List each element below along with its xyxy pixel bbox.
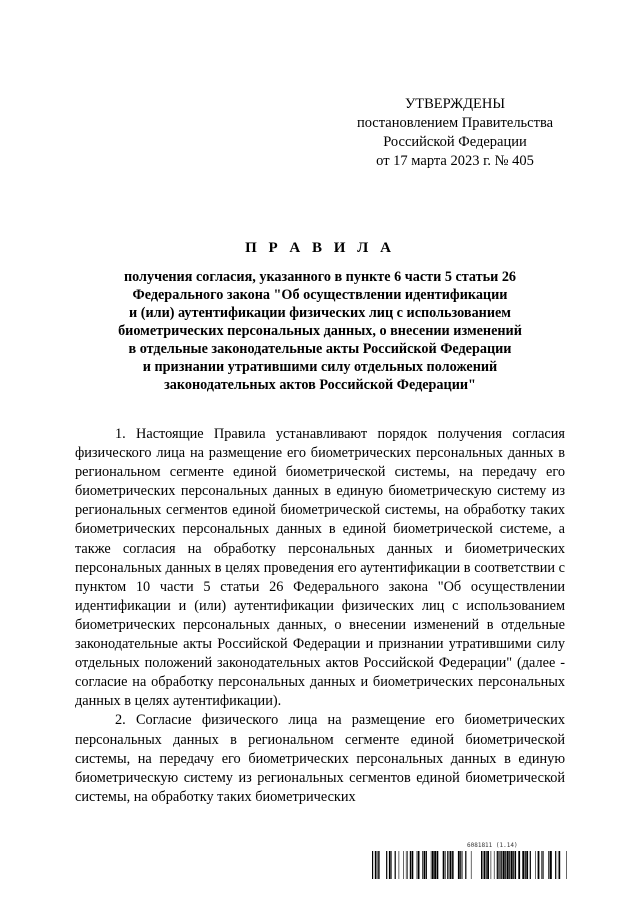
document-subtitle — [85, 268, 555, 394]
barcode-bar — [500, 851, 501, 879]
barcode-bar — [481, 851, 482, 879]
barcode-bar — [377, 851, 378, 879]
barcode-bar — [389, 851, 391, 879]
barcode-bar — [525, 851, 526, 879]
barcode-bar — [445, 851, 446, 879]
barcode-bar — [522, 851, 524, 879]
barcode-code: 6081811 (1.14) — [467, 842, 518, 849]
barcode-bar — [443, 851, 445, 879]
barcode-bar — [391, 851, 392, 879]
approval-date-number: от 17 марта 2023 г. № 405 — [376, 153, 534, 169]
barcode-bar — [555, 851, 556, 879]
barcode-bar — [558, 851, 559, 879]
barcode-bar — [437, 851, 439, 879]
barcode-bar — [406, 851, 407, 879]
barcode-bar — [542, 851, 543, 879]
barcode-bar — [498, 851, 499, 879]
barcode-bar — [484, 851, 485, 879]
paragraph-2: 2. Согласие физического лица на размещение его биометрических персональных данных в региональном сегменте единой биометрической системы, на передачу его биометрических персональных данных в единую биометрическую систему из региональных сегментов единой биометрической системы, на обработку таких биометрических — [75, 712, 565, 805]
barcode-bar — [458, 851, 460, 879]
paragraph-1: 1. Настоящие Правила устанавливают порядок получения согласия физического лица на размещение его биометрических персональных данных в региональном сегменте единой биометрической системы, на передачу его биометрических персональных данных в единую биометрическую систему из региональных сегментов единой биометрической системы, на обработку таких биометрических персональных данных в единой биометрической системе, а также согласия на обработку персональных данных и биометрических персональных данных в целях проведения его аутентификации в соответствии с пунктом 10 части 5 статьи 26 Федерального закона "Об осуществлении идентификации и (или) аутентификации физических лиц с использованием биометрических персональных данных, о внесении изменений в отдельные законодательные акты Российской Федерации и признании утратившими силу отдельных положений законодательных актов Российской Федерации" (далее - согласие на обработку персональных данных и биометрических персональных данных в целях аутентификации). — [75, 426, 565, 710]
barcode-bar — [515, 851, 516, 879]
barcode-bar — [418, 851, 420, 879]
subtitle-line: Федерального закона "Об осуществлении идентификации — [132, 287, 508, 303]
barcode-bar — [372, 851, 373, 879]
barcode-bar — [538, 851, 540, 879]
barcode-bar — [465, 851, 466, 879]
barcode-bar — [424, 851, 425, 879]
approval-decree: постановлением Правительства — [356, 115, 554, 131]
barcode-bar — [449, 851, 450, 879]
barcode-bar — [509, 851, 510, 879]
barcode-bar — [452, 851, 453, 879]
barcode-bar — [403, 851, 404, 879]
document-body — [75, 425, 565, 807]
barcode-bar — [378, 851, 379, 879]
barcode-bar — [550, 851, 552, 879]
barcode-bar — [450, 851, 451, 879]
subtitle-line: и признании утратившими силу отдельных положений — [142, 359, 498, 375]
barcode-bar — [518, 851, 520, 879]
barcode-bar — [486, 851, 487, 879]
barcode-bar — [491, 851, 492, 879]
approval-stamp — [340, 95, 570, 171]
barcode-bar — [507, 851, 509, 879]
barcode-bar — [432, 851, 434, 879]
barcode-bar — [513, 851, 514, 879]
barcode-bar — [543, 851, 544, 879]
barcode-bar — [462, 851, 463, 879]
barcode-bar — [426, 851, 427, 879]
barcode-bar — [511, 851, 513, 879]
barcode-bar — [501, 851, 502, 879]
barcode-bar — [453, 851, 454, 879]
subtitle-line: в отдельные законодательные акты Российской Федерации — [128, 341, 512, 357]
barcode-bar — [447, 851, 448, 879]
barcode-bar — [530, 851, 531, 879]
barcode-bar — [497, 851, 498, 879]
barcode-bar — [535, 851, 536, 879]
barcode-bar — [431, 851, 432, 879]
barcode-bar — [407, 851, 408, 879]
barcode-bar — [566, 851, 567, 879]
barcode-bar — [541, 851, 542, 879]
approval-heading: УТВЕРЖДЕНЫ — [404, 96, 506, 112]
document-title: П Р А В И Л А — [245, 240, 395, 256]
subtitle-line: законодательных актов Российской Федерации" — [164, 377, 476, 393]
subtitle-line: получения согласия, указанного в пункте 6 части 5 статьи 26 — [123, 269, 517, 285]
barcode-bar — [417, 851, 418, 879]
barcode-bar — [386, 851, 387, 879]
barcode-bar — [548, 851, 549, 879]
barcode-bar — [410, 851, 411, 879]
barcode-bar — [395, 851, 396, 879]
barcode-bar — [471, 851, 472, 879]
barcode-bar — [505, 851, 506, 879]
barcode-bar — [375, 851, 376, 879]
barcode-bar — [503, 851, 505, 879]
barcode-bar — [460, 851, 461, 879]
approval-government: Российской Федерации — [383, 134, 527, 150]
subtitle-line: биометрических персональных данных, о внесении изменений — [118, 323, 522, 339]
barcode-bar — [422, 851, 423, 879]
barcode-bar — [483, 851, 484, 879]
barcode-bar — [494, 851, 495, 879]
barcode-image — [372, 851, 567, 879]
barcode-bar — [412, 851, 414, 879]
barcode-bar — [379, 851, 380, 879]
barcode-bar — [559, 851, 560, 879]
barcode-bar — [399, 851, 400, 879]
subtitle-line: и (или) аутентификации физических лиц с использованием — [129, 305, 511, 321]
barcode-block — [372, 842, 567, 882]
barcode-bar — [526, 851, 528, 879]
barcode-bar — [434, 851, 436, 879]
barcode-bar — [487, 851, 489, 879]
